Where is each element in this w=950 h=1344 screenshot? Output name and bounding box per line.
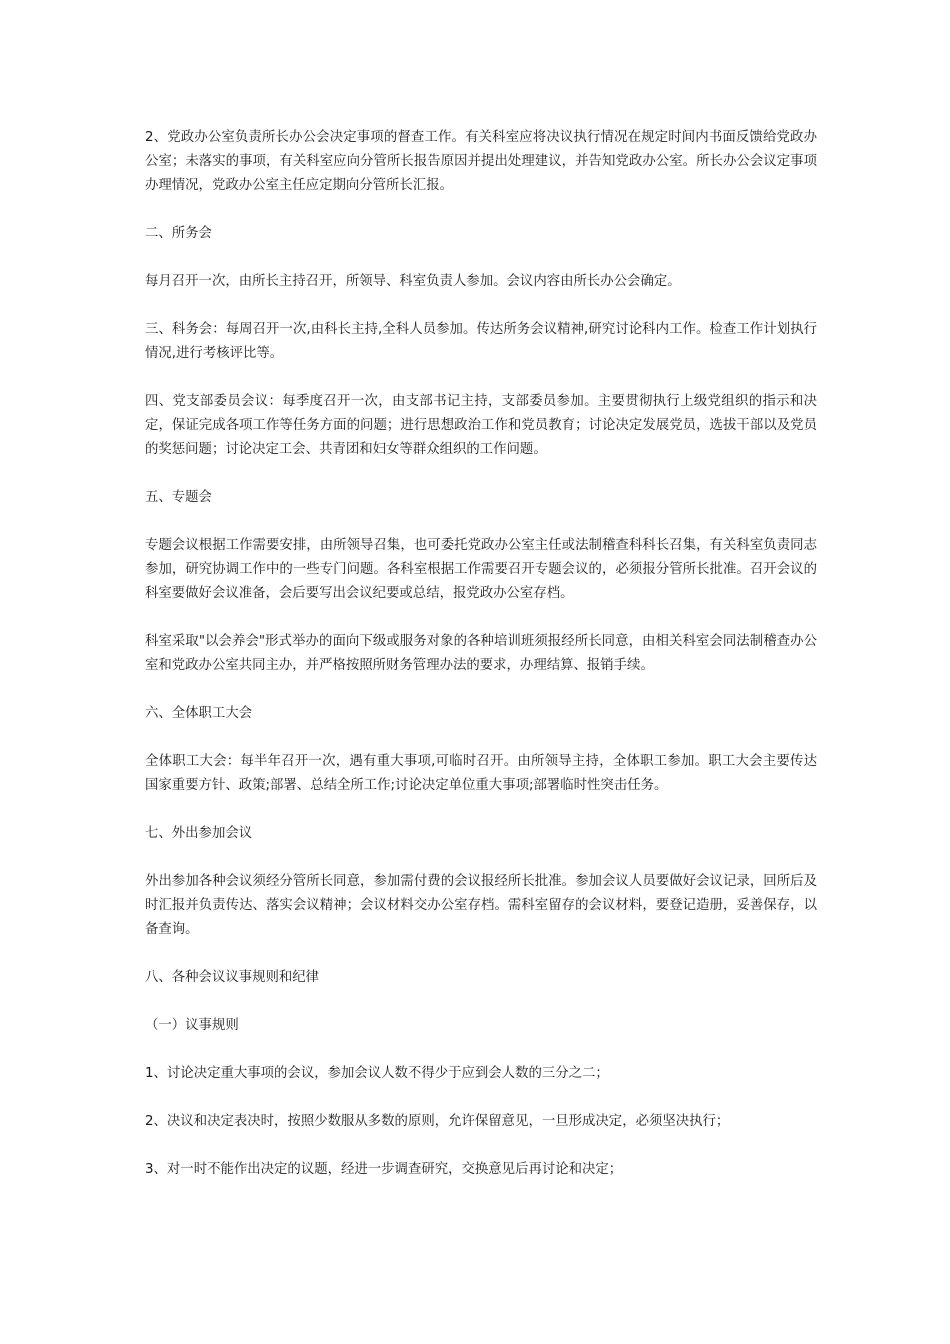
paragraph-party-branch-meeting: 四、党支部委员会议：每季度召开一次，由支部书记主持，支部委员参加。主要贯彻执行上级党组织的指示和决定，保证完成各项工作等任务方面的问题；进行思想政治工作和党员教育；讨论决定发展党员，选拔干部以及党员的奖惩问题；讨论决定工会、共青团和妇女等群众组织的工作问题。 (145, 394, 817, 457)
paragraph-supervision: 2、党政办公室负责所长办公会决定事项的督查工作。有关科室应将决议执行情况在规定时间内书面反馈给党政办公室；未落实的事项，有关科室应向分管所长报告原因并提出处理建议，并告知党政办公室。所长办公会议定事项办理情况，党政办公室主任应定期向分管所长汇报。 (145, 130, 817, 193)
paragraph-affairs-meeting: 每月召开一次，由所长主持召开，所领导、科室负责人参加。会议内容由所长办公会确定。 (145, 274, 681, 289)
heading-special-meeting: 五、专题会 (145, 490, 212, 505)
heading-procedure-rules: （一）议事规则 (145, 1018, 239, 1033)
paragraph-special-meeting: 专题会议根据工作需要安排，由所领导召集，也可委托党政办公室主任或法制稽查科科长召集，有关科室负责同志参加，研究协调工作中的一些专门问题。各科室根据工作需要召开专题会议的，必须报分管所长批准。召开会议的科室要做好会议准备，会后要写出会议纪要或总结，报党政办公室存档。 (145, 538, 817, 601)
rule-item-3: 3、对一时不能作出决定的议题，经进一步调查研究，交换意见后再讨论和决定； (145, 1162, 623, 1177)
paragraph-external-meetings: 外出参加各种会议须经分管所长同意，参加需付费的会议报经所长批准。参加会议人员要做好会议记录，回所后及时汇报并负责传达、落实会议精神；会议材料交办公室存档。需科室留存的会议材料，要登记造册，妥善保存，以备查询。 (145, 874, 817, 937)
paragraph-section-meeting: 三、科务会：每周召开一次,由科长主持,全科人员参加。传达所务会议精神,研究讨论科内工作。检查工作计划执行情况,进行考核评比等。 (145, 322, 817, 361)
heading-staff-assembly: 六、全体职工大会 (145, 706, 253, 721)
heading-meeting-rules: 八、各种会议议事规则和纪律 (145, 970, 320, 985)
rule-item-1: 1、讨论决定重大事项的会议，参加会议人数不得少于应到会人数的三分之二； (145, 1066, 609, 1081)
heading-affairs-meeting: 二、所务会 (145, 226, 212, 241)
document-body (145, 126, 817, 1206)
paragraph-staff-assembly: 全体职工大会：每半年召开一次，遇有重大事项,可临时召开。由所领导主持，全体职工参加。职工大会主要传达国家重要方针、政策;部署、总结全所工作;讨论决定单位重大事项;部署临时性突击任务。 (145, 754, 817, 793)
paragraph-training: 科室采取"以会养会"形式举办的面向下级或服务对象的各种培训班须报经所长同意，由相关科室会同法制稽查办公室和党政办公室共同主办，并严格按照所财务管理办法的要求，办理结算、报销手续。 (145, 634, 817, 673)
heading-external-meetings: 七、外出参加会议 (145, 826, 253, 841)
rule-item-2: 2、决议和决定表决时，按照少数服从多数的原则，允许保留意见，一旦形成决定，必须坚决执行； (145, 1114, 730, 1129)
